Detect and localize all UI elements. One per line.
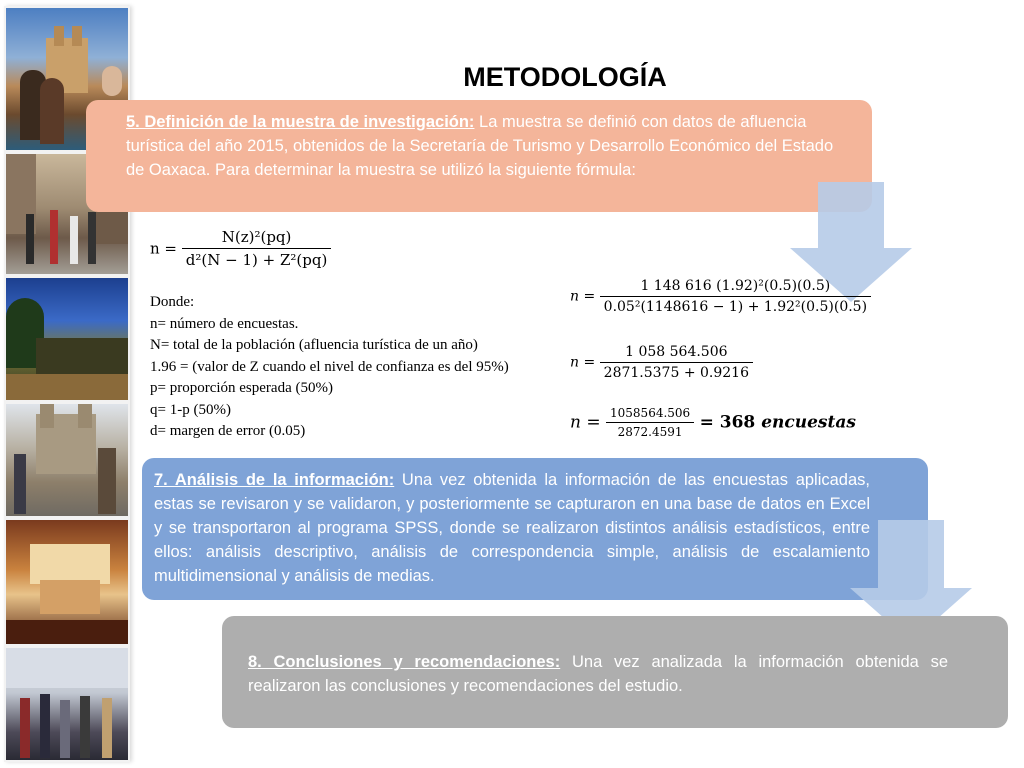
step8-text: Una vez analizada la información obtenida se realizaron las conclusiones y recomendaciones del estudio. <box>248 653 948 695</box>
step7-heading: 7. Análisis de la información: <box>154 471 395 489</box>
calc-step-3-denominator: 2872.4591 <box>617 425 683 439</box>
calc-result <box>700 413 856 433</box>
photo-hotel-room <box>6 520 128 644</box>
calc-step-2 <box>570 344 753 381</box>
step8-heading: 8. Conclusiones y recomendaciones: <box>248 653 561 671</box>
calc-step-3 <box>570 406 856 439</box>
calc-step-2-denominator: 2871.5375 + 0.9216 <box>603 365 749 381</box>
calc-lhs: n = <box>570 288 596 305</box>
variable-definitions <box>150 292 509 443</box>
calc-lhs: n = <box>570 412 601 433</box>
formula-denominator: d²(N − 1) + Z²(pq) <box>185 251 328 269</box>
definition-line: Donde: <box>150 294 195 310</box>
formula-numerator: N(z)²(pq) <box>182 228 332 249</box>
photo-market-crowd <box>6 648 128 760</box>
calc-step-2-numerator: 1 058 564.506 <box>600 344 753 363</box>
photo-night-terrace <box>6 278 128 400</box>
definition-line: 1.96 = (valor de Z cuando el nivel de confianza es del 95%) <box>150 358 509 375</box>
definition-line: p= proporción esperada (50%) <box>150 380 333 396</box>
definition-line: n= número de encuestas. <box>150 315 299 332</box>
formula-lhs: n = <box>150 239 177 258</box>
definition-line: N= total de la población (afluencia turística de un año) <box>150 337 478 353</box>
sample-size-formula <box>150 228 331 269</box>
step7-box <box>142 458 928 600</box>
calc-step-1-denominator: 0.05²(1148616 − 1) + 1.92²(0.5)(0.5) <box>603 299 868 315</box>
result-unit: encuestas <box>761 412 856 433</box>
calc-step-1-fraction <box>600 278 871 315</box>
result-equals: = <box>699 412 714 433</box>
result-value: 368 <box>719 412 756 433</box>
slide-title: METODOLOGÍA <box>463 62 667 92</box>
step8-box <box>222 616 1008 728</box>
calc-step-1-numerator: 1 148 616 (1.92)²(0.5)(0.5) <box>600 278 871 297</box>
calc-step-3-fraction <box>606 406 694 439</box>
definition-line: d= margen de error (0.05) <box>150 423 306 439</box>
photo-church-plaza <box>6 404 128 516</box>
definition-line: q= 1-p (50%) <box>150 401 231 418</box>
step5-heading: 5. Definición de la muestra de investigación: <box>126 113 475 131</box>
calc-lhs: n = <box>570 354 596 371</box>
calc-step-2-fraction <box>600 344 753 381</box>
formula-fraction <box>182 228 332 269</box>
calc-step-3-numerator: 1058564.506 <box>606 406 694 423</box>
step5-box <box>86 100 872 212</box>
step5-text: La muestra se definió con datos de afluencia turística del año 2015, obtenidos de la Secretaría de Turismo y Desarrollo Económico del Estado de Oaxaca. Para determinar la muestra se utilizó la siguiente fórmula: <box>126 113 834 179</box>
step7-text: Una vez obtenida la información de las encuestas aplicadas, estas se revisaron y se validaron, y posteriormente se capturaron en una base de datos en Excel y se transportaron al programa SPSS, donde se realizaron distintos análisis estadísticos, entre ellos: análisis descriptivo, análisis de correspondencia simple, análisis de escalamiento multidimensional y análisis de medias. <box>154 471 870 585</box>
calc-step-1 <box>570 278 871 315</box>
